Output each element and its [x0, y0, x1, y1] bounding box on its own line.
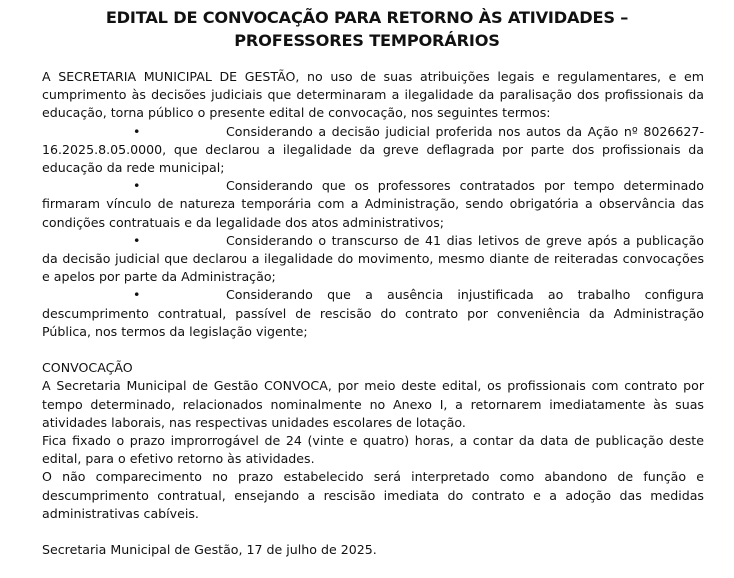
consideration-text-4: Considerando que a ausência injustificada ao trabalho configura descumprimento contratual, passível de rescisão do contrato por conveniência da Administração Pública, nos termos da legislação vigente;	[42, 287, 704, 339]
document-body	[42, 68, 704, 559]
signature-line: Secretaria Municipal de Gestão, 17 de julho de 2025.	[42, 542, 377, 558]
consideration-text-3: Considerando o transcurso de 41 dias letivos de greve após a publicação da decisão judicial que declarou a ilegalidade do movimento, mesmo diante de reiteradas convocações e apelos por parte da Administração;	[42, 232, 704, 285]
consideration-text-2: Considerando que os professores contratados por tempo determinado firmaram vínculo de natureza temporária com a Administração, sendo obrigatória a observância das condições contratuais e da legalidade dos atos administrativos;	[42, 178, 704, 230]
consideration-item-3	[42, 232, 704, 287]
consideration-item-1	[42, 123, 704, 178]
title-line-1: EDITAL DE CONVOCAÇÃO PARA RETORNO ÀS ATIVIDADES –	[105, 8, 629, 27]
bullet-icon: •	[133, 232, 141, 248]
document-title	[0, 6, 734, 52]
section-heading: CONVOCAÇÃO	[42, 360, 133, 376]
convocation-paragraph-2: Fica fixado o prazo improrrogável de 24 (vinte e quatro) horas, a contar da data de publicação deste edital, para o efetivo retorno às atividades.	[42, 433, 704, 467]
bullet-icon: •	[133, 287, 141, 303]
bullet-icon: •	[133, 178, 141, 194]
consideration-item-2	[42, 177, 704, 232]
consideration-item-4	[42, 286, 704, 341]
convocation-paragraph-3: O não comparecimento no prazo estabelecido será interpretado como abandono de função e descumprimento contratual, ensejando a rescisão imediata do contrato e a adoção das medidas administrativas cabíveis.	[42, 469, 704, 521]
bullet-icon: •	[133, 123, 141, 139]
convocation-paragraph-1: A Secretaria Municipal de Gestão CONVOCA, por meio deste edital, os profissionais com contrato por tempo determinado, relacionados nominalmente no Anexo I, a retornarem imediatamente às suas atividades laborais, nas respectivas unidades escolares de lotação.	[42, 378, 704, 430]
consideration-text-1: Considerando a decisão judicial proferida nos autos da Ação nº 8026627-16.2025.8.05.0000, que declarou a ilegalidade da greve deflagrada por parte dos profissionais da educação da rede municipal;	[42, 123, 704, 176]
spacer	[42, 523, 704, 541]
intro-paragraph: A SECRETARIA MUNICIPAL DE GESTÃO, no uso de suas atribuições legais e regulamentares, e em cumprimento às decisões judiciais que determinaram a ilegalidade da paralisação dos profissionais da educação, torna público o presente edital de convocação, nos seguintes termos:	[42, 69, 704, 121]
spacer	[42, 341, 704, 359]
title-line-2: PROFESSORES TEMPORÁRIOS	[234, 31, 500, 50]
